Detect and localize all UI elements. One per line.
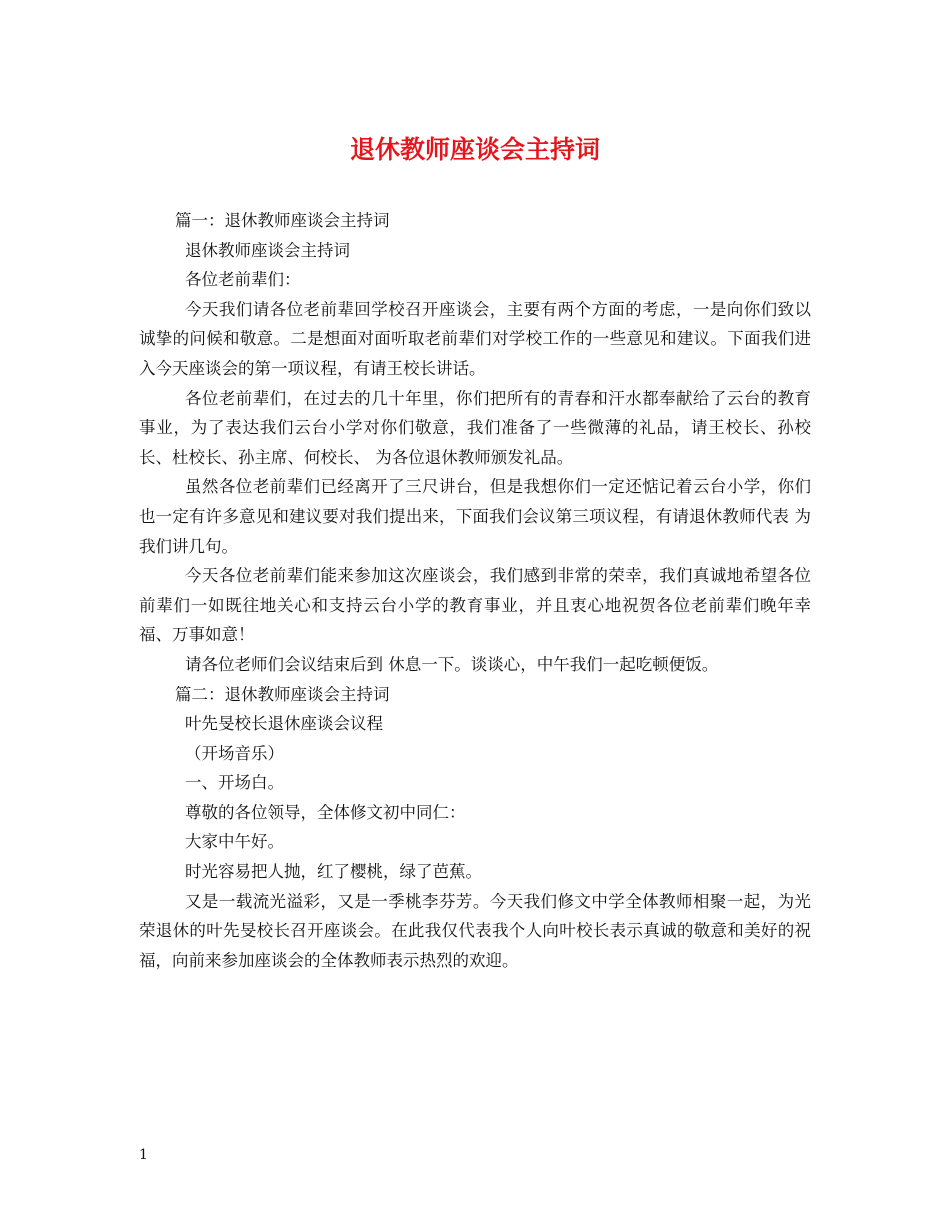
paragraph: 又是一载流光溢彩，又是一季桃李芬芳。今天我们修文中学全体教师相聚一起，为光荣退休的叶先旻校长召开座谈会。在此我仅代表我个人向叶校长表示真诚的敬意和美好的祝福，向前来参加座谈会的全体教师表示热烈的欢迎。 [139, 891, 811, 970]
paragraph: 虽然各位老前辈们已经离开了三尺讲台，但是我想你们一定还惦记着云台小学，你们也一定有许多意见和建议要对我们提出来，下面我们会议第三项议程，有请退休教师代表 为我们讲几句。 [139, 477, 811, 556]
page-number: 1 [139, 1147, 148, 1163]
paragraph: 请各位老师们会议结束后到 休息一下。谈谈心，中午我们一起吃顿便饭。 [185, 654, 719, 674]
section-heading-2: 篇二：退休教师座谈会主持词 [175, 684, 390, 704]
greeting: 大家中午好。 [185, 832, 284, 852]
paragraph: 各位老前辈们，在过去的几十年里，你们把所有的青春和汗水都奉献给了云台的教育事业，为了表达我们云台小学对你们敬意，我们准备了一些微薄的礼品，请王校长、孙校长、杜校长、孙主席、何校长、 为各位退休教师颁发礼品。 [139, 388, 811, 467]
section-heading-1: 篇一：退休教师座谈会主持词 [175, 211, 390, 230]
paragraph: 今天各位老前辈们能来参加这次座谈会，我们感到非常的荣幸，我们真诚地希望各位前辈们一如既往地关心和支持云台小学的教育事业，并且衷心地祝贺各位老前辈们晚年幸福、万事如意！ [139, 566, 811, 645]
stage-direction: （开场音乐） [185, 743, 284, 763]
subtitle-2: 叶先旻校长退休座谈会议程 [185, 714, 383, 734]
paragraph: 时光容易把人抛，红了樱桃，绿了芭蕉。 [185, 862, 482, 882]
agenda-item: 一、开场白。 [185, 773, 284, 793]
salutation-1: 各位老前辈们： [185, 270, 301, 290]
document-title: 退休教师座谈会主持词 [349, 135, 600, 164]
paragraph: 今天我们请各位老前辈回学校召开座谈会，主要有两个方面的考虑，一是向你们致以诚挚的问候和敬意。二是想面对面听取老前辈们对学校工作的一些意见和建议。下面我们进入今天座谈会的第一项议程，有请王校长讲话。 [139, 299, 811, 378]
document-body [139, 206, 811, 975]
subtitle-1: 退休教师座谈会主持词 [185, 240, 350, 260]
salutation-2: 尊敬的各位领导，全体修文初中同仁： [185, 802, 466, 822]
